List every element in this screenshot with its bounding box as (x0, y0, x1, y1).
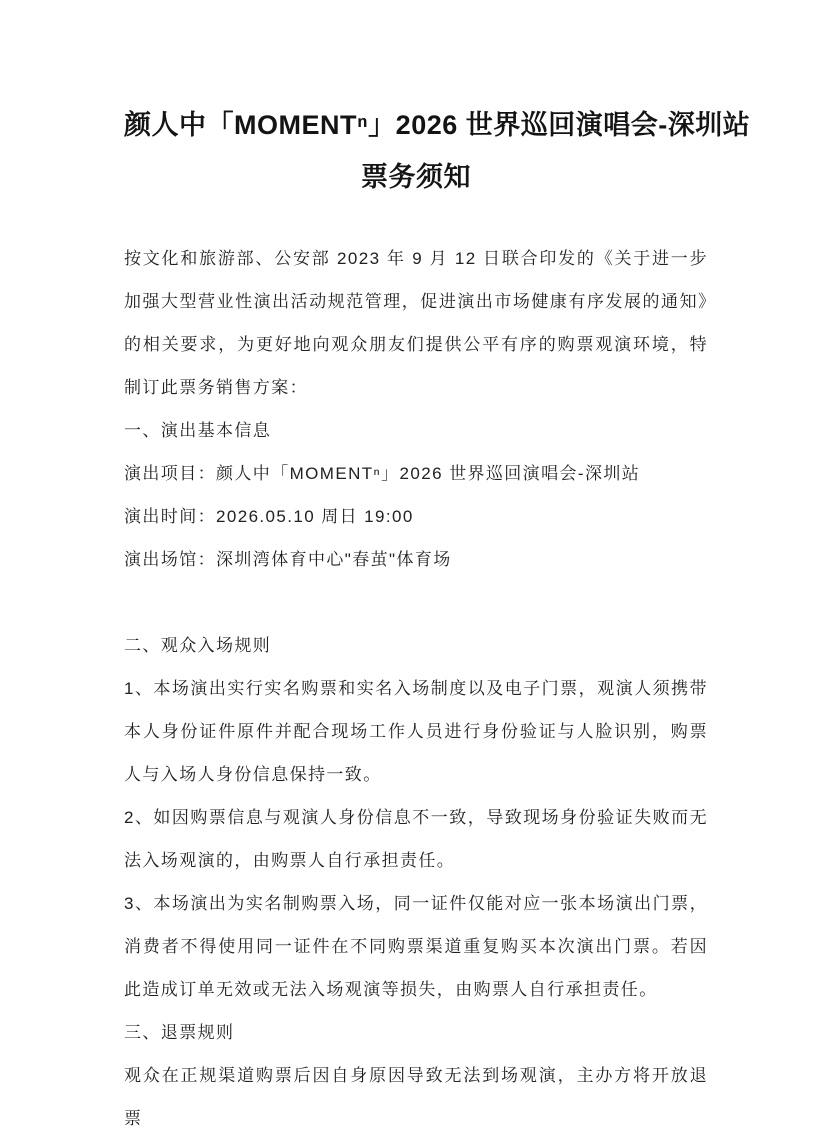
section-heading-1: 一、演出基本信息 (124, 421, 272, 440)
entry-rule-1: 1、本场演出实行实名购票和实名入场制度以及电子门票，观演人须携带本人身份证件原件并配合现场工作人员进行身份验证与人脸识别，购票人与入场人身份信息保持一致。 (124, 679, 708, 784)
refund-rule-intro: 观众在正规渠道购票后因自身原因导致无法到场观演，主办方将开放退票 (124, 1066, 708, 1128)
document-title (124, 0, 751, 203)
document-content (124, 0, 751, 1140)
entry-rule-2: 2、如因购票信息与观演人身份信息不一致，导致现场身份验证失败而无法入场观演的，由购票人自行承担责任。 (124, 808, 708, 870)
show-time-line: 演出时间：2026.05.10 周日 19:00 (124, 507, 414, 526)
document-title-line2: 票务须知 (361, 162, 471, 192)
section-heading-3: 三、退票规则 (124, 1023, 235, 1042)
document-title-line1: 颜人中「MOMENTⁿ」2026 世界巡回演唱会-深圳站 (124, 110, 751, 140)
document-body (124, 237, 708, 1140)
entry-rule-3: 3、本场演出为实名制购票入场，同一证件仅能对应一张本场演出门票，消费者不得使用同一证件在不同购票渠道重复购买本次演出门票。若因此造成订单无效或无法入场观演等损失，由购票人自行承担责任。 (124, 894, 708, 999)
show-project-line: 演出项目：颜人中「MOMENTⁿ」2026 世界巡回演唱会-深圳站 (124, 464, 641, 483)
show-venue-line: 演出场馆：深圳湾体育中心"春茧"体育场 (124, 550, 452, 569)
section-heading-2: 二、观众入场规则 (124, 636, 272, 655)
paragraph-intro: 按文化和旅游部、公安部 2023 年 9 月 12 日联合印发的《关于进一步加强大型营业性演出活动规范管理，促进演出市场健康有序发展的通知》的相关要求，为更好地向观众朋友们提供公平有序的购票观演环境，特制订此票务销售方案： (124, 249, 708, 397)
